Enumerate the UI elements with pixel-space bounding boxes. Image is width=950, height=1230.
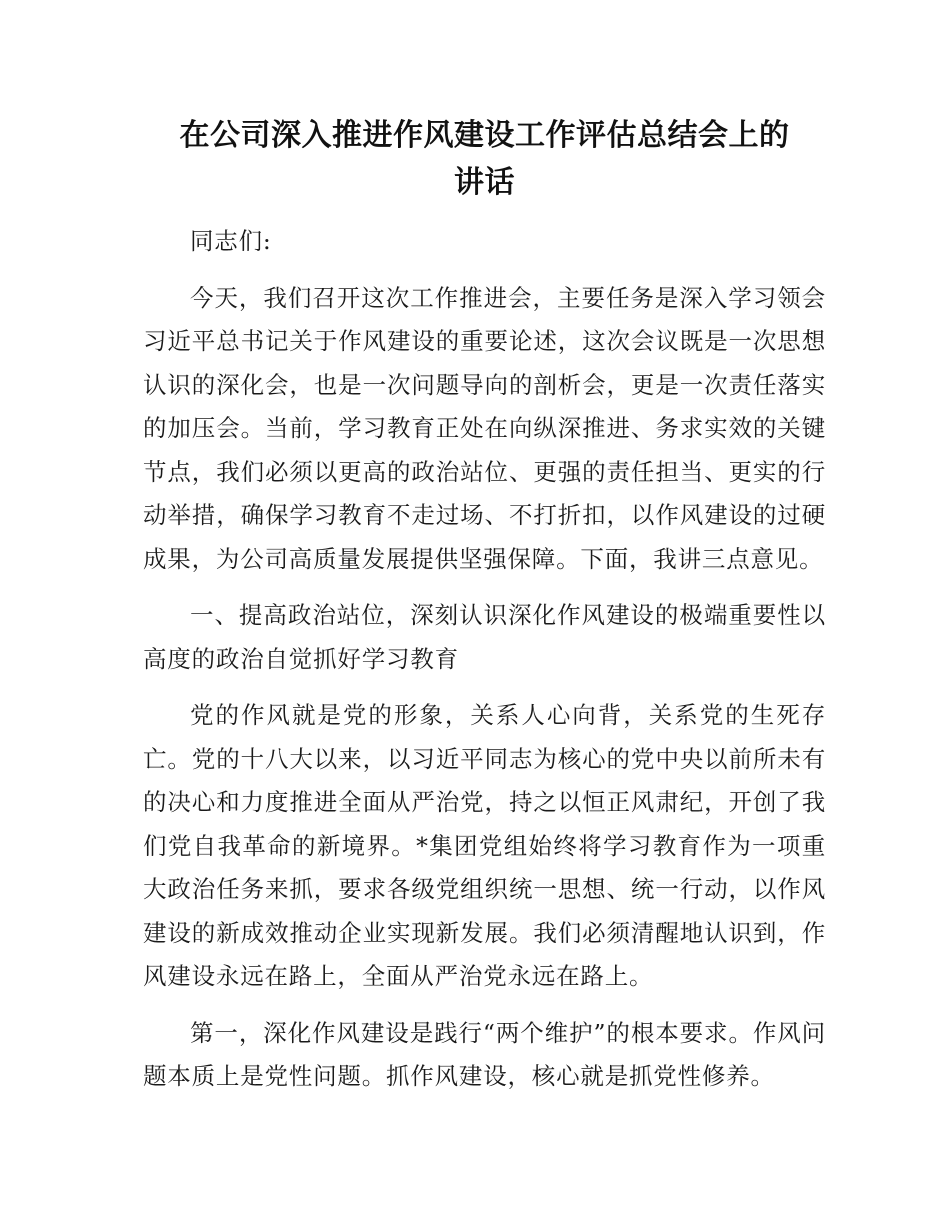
title-line-2: 讲话 [454, 165, 515, 200]
document-title [143, 112, 826, 206]
paragraph-point-1: 第一，深化作风建设是践行“两个维护”的根本要求。作风问题本质上是党性问题。抓作风建设，核心就是抓党性修养。 [143, 1018, 826, 1090]
salutation: 同志们: [190, 227, 272, 255]
paragraph-intro: 今天，我们召开这次工作推进会，主要任务是深入学习领会习近平总书记关于作风建设的重要论述，这次会议既是一次思想认识的深化会，也是一次问题导向的剖析会，更是一次责任落实的加压会。当前，学习教育正处在向纵深推进、务求实效的关键节点，我们必须以更高的政治站位、更强的责任担当、更实的行动举措，确保学习教育不走过场、不打折扣，以作风建设的过硬成果，为公司高质量发展提供坚强保障。下面，我讲三点意见。 [143, 283, 826, 573]
document-body [143, 220, 826, 1099]
title-line-1: 在公司深入推进作风建设工作评估总结会上的 [179, 118, 790, 153]
paragraph-section-1: 党的作风就是党的形象，关系人心向背，关系党的生死存亡。党的十八大以来，以习近平同志为核心的党中央以前所未有的决心和力度推进全面从严治党，持之以恒正风肃纪，开创了我们党自我革命的新境界。*集团党组始终将学习教育作为一项重大政治任务来抓，要求各级党组织统一思想、统一行动，以作风建设的新成效推动企业实现新发展。我们必须清醒地认识到，作风建设永远在路上，全面从严治党永远在路上。 [143, 701, 826, 990]
section-heading-1: 一、提高政治站位，深刻认识深化作风建设的极端重要性以高度的政治自觉抓好学习教育 [143, 601, 826, 673]
